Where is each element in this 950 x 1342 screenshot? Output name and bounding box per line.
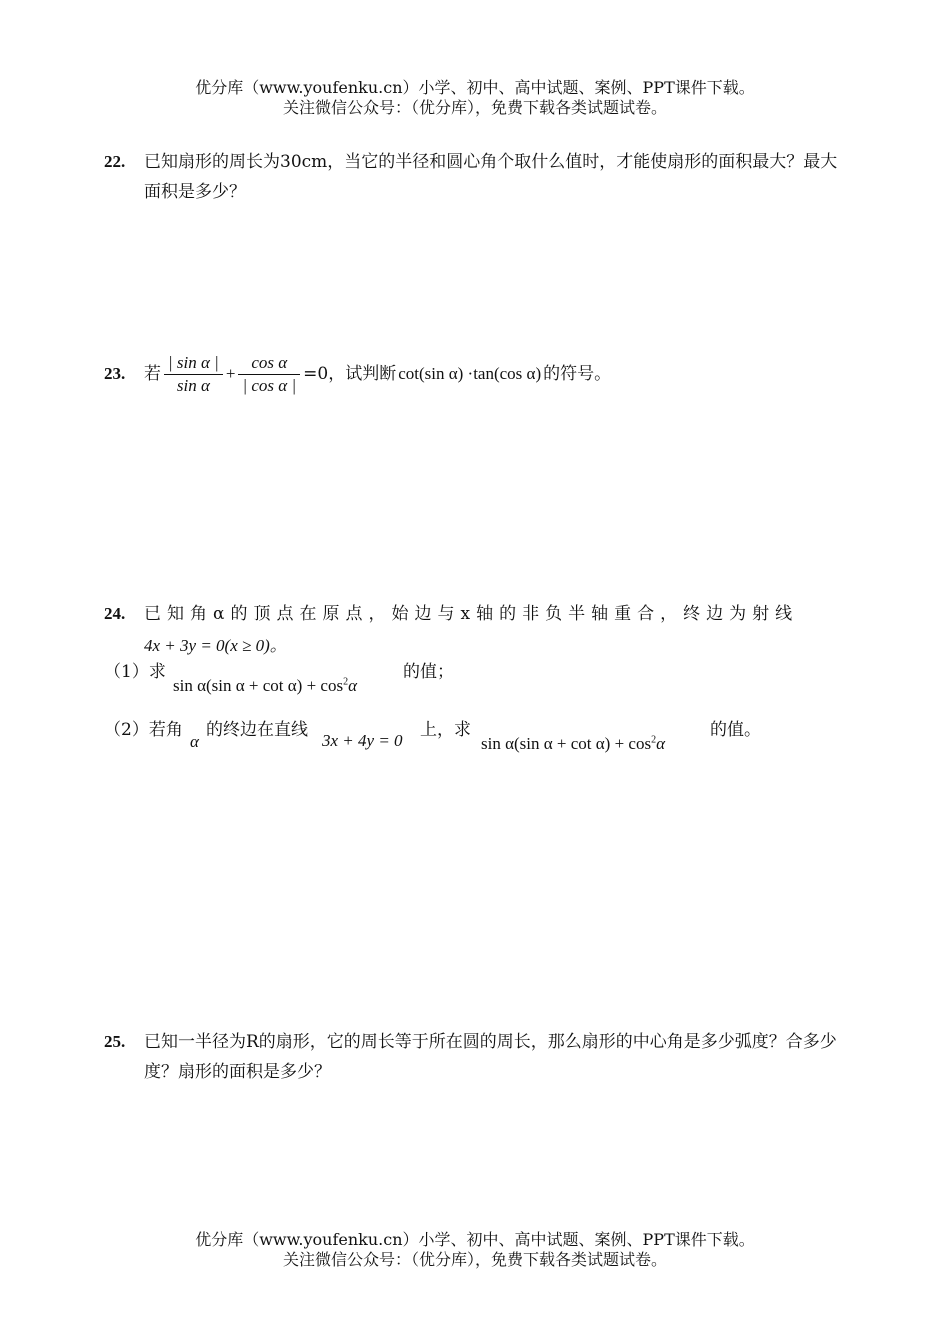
- footer-line-2: 关注微信公众号：（优分库），免费下载各类试题试卷。: [282, 1250, 667, 1269]
- expression-main: sin α(sin α + cot α) + cos: [481, 734, 652, 753]
- question-line-1: 已知角α的顶点在原点，始边与x轴的非负半轴重合，终边为射线: [144, 604, 799, 624]
- q24-part-2-text: 的终边在直线: [206, 720, 308, 740]
- trig-expression: cot(sin α) ·tan(cos α): [398, 364, 542, 383]
- alpha-symbol: α: [190, 732, 199, 751]
- question-text: 已知扇形的周长为30cm，当它的半径和圆心角个取什么值时，才能使扇形的面积最大？最大面积是多少？: [144, 152, 838, 202]
- part-label: （1）求: [104, 662, 166, 682]
- q24-part-2-expression: [481, 734, 665, 754]
- question-number: 22.: [104, 152, 126, 171]
- q24-part-2-suffix: 的值。: [710, 720, 761, 740]
- fraction-2-denominator: | cos α |: [242, 376, 297, 395]
- page-footer: [0, 1230, 950, 1270]
- exponent: 2: [651, 734, 657, 746]
- plus-sign: +: [225, 364, 236, 383]
- fraction-1: [164, 352, 223, 397]
- page-header: [0, 78, 950, 118]
- expression-main: sin α(sin α + cot α) + cos: [173, 676, 344, 695]
- header-line-2: 关注微信公众号：（优分库），免费下载各类试题试卷。: [282, 98, 667, 117]
- q24-part-1-expression: [173, 676, 357, 696]
- equation-tail: =0，试判断: [303, 364, 397, 384]
- question-number: 23.: [104, 364, 126, 383]
- header-line-1: 优分库（www.youfenku.cn）小学、初中、高中试题、案例、PPT课件下载。: [195, 78, 755, 97]
- fraction-2-numerator: cos α: [238, 352, 300, 375]
- fraction-1-numerator: | sin α |: [164, 352, 223, 375]
- question-24: [104, 599, 854, 661]
- q24-part-2-mid: 上，求: [420, 720, 471, 740]
- question-number: 24.: [104, 604, 126, 623]
- question-23: [104, 350, 854, 398]
- question-22: [104, 147, 854, 207]
- footer-line-1: 优分库（www.youfenku.cn）小学、初中、高中试题、案例、PPT课件下载。: [195, 1230, 755, 1249]
- line-equation: 3x + 4y = 0: [322, 731, 403, 750]
- question-text: 已知一半径为R的扇形，它的周长等于所在圆的周长，那么扇形的中心角是多少弧度？合多少度？扇形的面积是多少？: [144, 1032, 837, 1082]
- exponent: 2: [343, 676, 349, 688]
- question-number: 25.: [104, 1032, 126, 1051]
- suffix: 的符号。: [543, 364, 612, 384]
- expression-tail: α: [656, 734, 666, 753]
- q24-part-1: [104, 660, 166, 684]
- q24-part-2-label: （2）若角: [104, 720, 183, 740]
- expression-tail: α: [348, 676, 358, 695]
- question-text: [144, 350, 854, 398]
- fraction-2: [238, 352, 300, 397]
- fraction-1-denominator: sin α: [176, 376, 210, 395]
- question-25: [104, 1027, 854, 1087]
- prefix: 若: [144, 364, 161, 384]
- question-line-2: 4x + 3y = 0(x ≥ 0)。: [144, 636, 287, 655]
- q24-part-1-suffix: 的值；: [403, 662, 454, 682]
